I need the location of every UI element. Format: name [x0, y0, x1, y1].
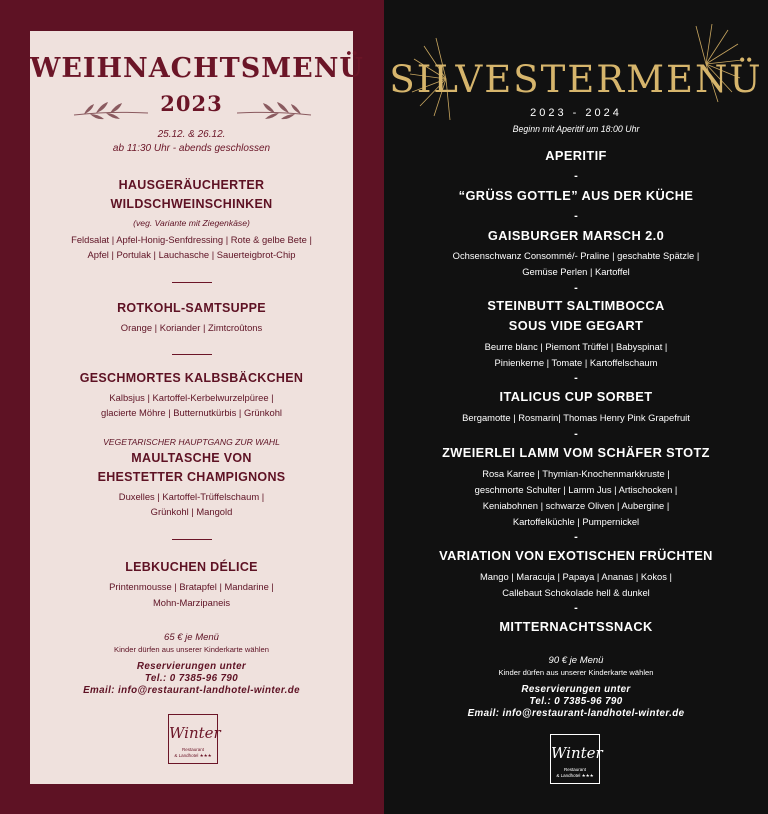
course-title: STEINBUTT SALTIMBOCCA — [487, 298, 665, 313]
kids-note: Kinder dürfen aus unserer Kinderkarte wählen — [498, 668, 654, 677]
course-description: Pinienkerne | Tomate | Kartoffelschaum — [494, 357, 658, 368]
separator-dash: - — [574, 210, 578, 222]
course-description: Beurre blanc | Piemont Trüffel | Babyspinat | — [484, 341, 668, 352]
vegetarian-label: VEGETARISCHER HAUPTGANG ZUR WAHL — [103, 437, 280, 447]
course-title: MITTERNACHTSSNACK — [499, 619, 653, 634]
course-description: Bergamotte | Rosmarin| Thomas Henry Pink Grapefruit — [462, 412, 690, 423]
course-description: Grünkohl | Mangold — [150, 506, 233, 517]
separator-dash: - — [574, 372, 578, 384]
course-description: Mohn-Marzipaneis — [152, 597, 231, 608]
course-description: Keniabohnen | schwarze Oliven | Aubergine | — [482, 500, 670, 511]
logo: Winter Restaurant & Landhotel ★★★ — [168, 714, 218, 764]
course-title: WILDSCHWEINSCHINKEN — [110, 197, 273, 211]
christmas-menu-card — [30, 31, 364, 784]
begin-note: Beginn mit Aperitif um 18:00 Uhr — [512, 124, 640, 134]
christmas-menu-title: WEIHNACHTSMENÜ — [30, 53, 364, 84]
course-description: Ochsenschwanz Consommé/- Praline | geschabte Spätzle | — [452, 250, 700, 261]
course-description: Gemüse Perlen | Kartoffel — [522, 266, 630, 277]
course-description: Feldsalat | Apfel-Honig-Senfdressing | Rote & gelbe Bete | — [71, 234, 312, 245]
new-year-menu-title: SILVESTERMENÜ — [389, 58, 763, 101]
divider — [30, 354, 353, 355]
separator-dash: - — [574, 170, 578, 182]
course-description: Callebaut Schokolade hell & dunkel — [502, 587, 650, 598]
course-title: VARIATION VON EXOTISCHEN FRÜCHTEN — [439, 548, 713, 563]
email: Email: info@restaurant-landhotel-winter.de — [83, 685, 300, 696]
christmas-menu-year: 2023 — [160, 91, 223, 116]
new-year-menu — [384, 0, 768, 814]
course-note: (veg. Variante mit Ziegenkäse) — [133, 218, 250, 228]
phone: Tel.: 0 7385-96 790 — [144, 673, 239, 684]
course-title: “GRÜSS GOTTLE” AUS DER KÜCHE — [458, 188, 694, 203]
course-title: LEBKUCHEN DÉLICE — [125, 560, 258, 574]
date-line: 25.12. & 26.12. — [157, 129, 226, 140]
time-line: ab 11:30 Uhr - abends geschlossen — [112, 143, 271, 154]
course-description: Apfel | Portulak | Lauchasche | Sauerteigbrot-Chip — [87, 249, 296, 260]
course-description: Printenmousse | Bratapfel | Mandarine | — [109, 581, 274, 592]
reservation-label: Reservierungen unter — [521, 684, 631, 695]
course-description: Duxelles | Kartoffel-Trüffelschaum | — [118, 491, 265, 502]
course-title: HAUSGERÄUCHERTER — [118, 178, 265, 192]
reservation-label: Reservierungen unter — [136, 661, 247, 672]
course-title: ZWEIERLEI LAMM VOM SCHÄFER STOTZ — [442, 445, 710, 460]
course-description: geschmorte Schulter | Lamm Jus | Artischocken | — [474, 484, 678, 495]
course-title: GESCHMORTES KALBSBÄCKCHEN — [79, 371, 304, 385]
course-description: Kalbsjus | Kartoffel-Kerbelwurzelpüree | — [109, 392, 274, 403]
course-title: EHESTETTER CHAMPIGNONS — [97, 470, 286, 484]
course-title: MAULTASCHE VON — [131, 451, 252, 465]
course-description: Kartoffelküchle | Pumpernickel — [512, 516, 640, 527]
course-title: APERITIF — [545, 148, 607, 163]
course-title: ROTKOHL-SAMTSUPPE — [117, 301, 266, 315]
course-description: Rosa Karree | Thymian-Knochenmarkkruste | — [482, 468, 670, 479]
course-description: Orange | Koriander | Zimtcroûtons — [120, 322, 263, 333]
separator-dash: - — [574, 282, 578, 294]
email: Email: info@restaurant-landhotel-winter.de — [467, 708, 685, 719]
separator-dash: - — [574, 428, 578, 440]
separator-dash: - — [574, 602, 578, 614]
price: 65 € je Menü — [164, 632, 219, 643]
price: 90 € je Menü — [548, 655, 604, 666]
divider — [30, 539, 353, 540]
course-title: SOUS VIDE GEGART — [508, 318, 644, 333]
years: 2023 - 2024 — [530, 107, 622, 119]
phone: Tel.: 0 7385-96 790 — [529, 696, 623, 707]
divider — [30, 282, 353, 283]
separator-dash: - — [574, 531, 578, 543]
course-description: glacierte Möhre | Butternutkürbis | Grünkohl — [101, 407, 282, 418]
course-description: Mango | Maracuja | Papaya | Ananas | Kokos | — [480, 571, 672, 582]
course-title: ITALICUS CUP SORBET — [499, 389, 653, 404]
kids-note: Kinder dürfen aus unserer Kinderkarte wählen — [114, 645, 269, 654]
logo: Winter Restaurant & Landhotel ★★★ — [550, 734, 600, 784]
course-title: GAISBURGER MARSCH 2.0 — [487, 228, 665, 243]
